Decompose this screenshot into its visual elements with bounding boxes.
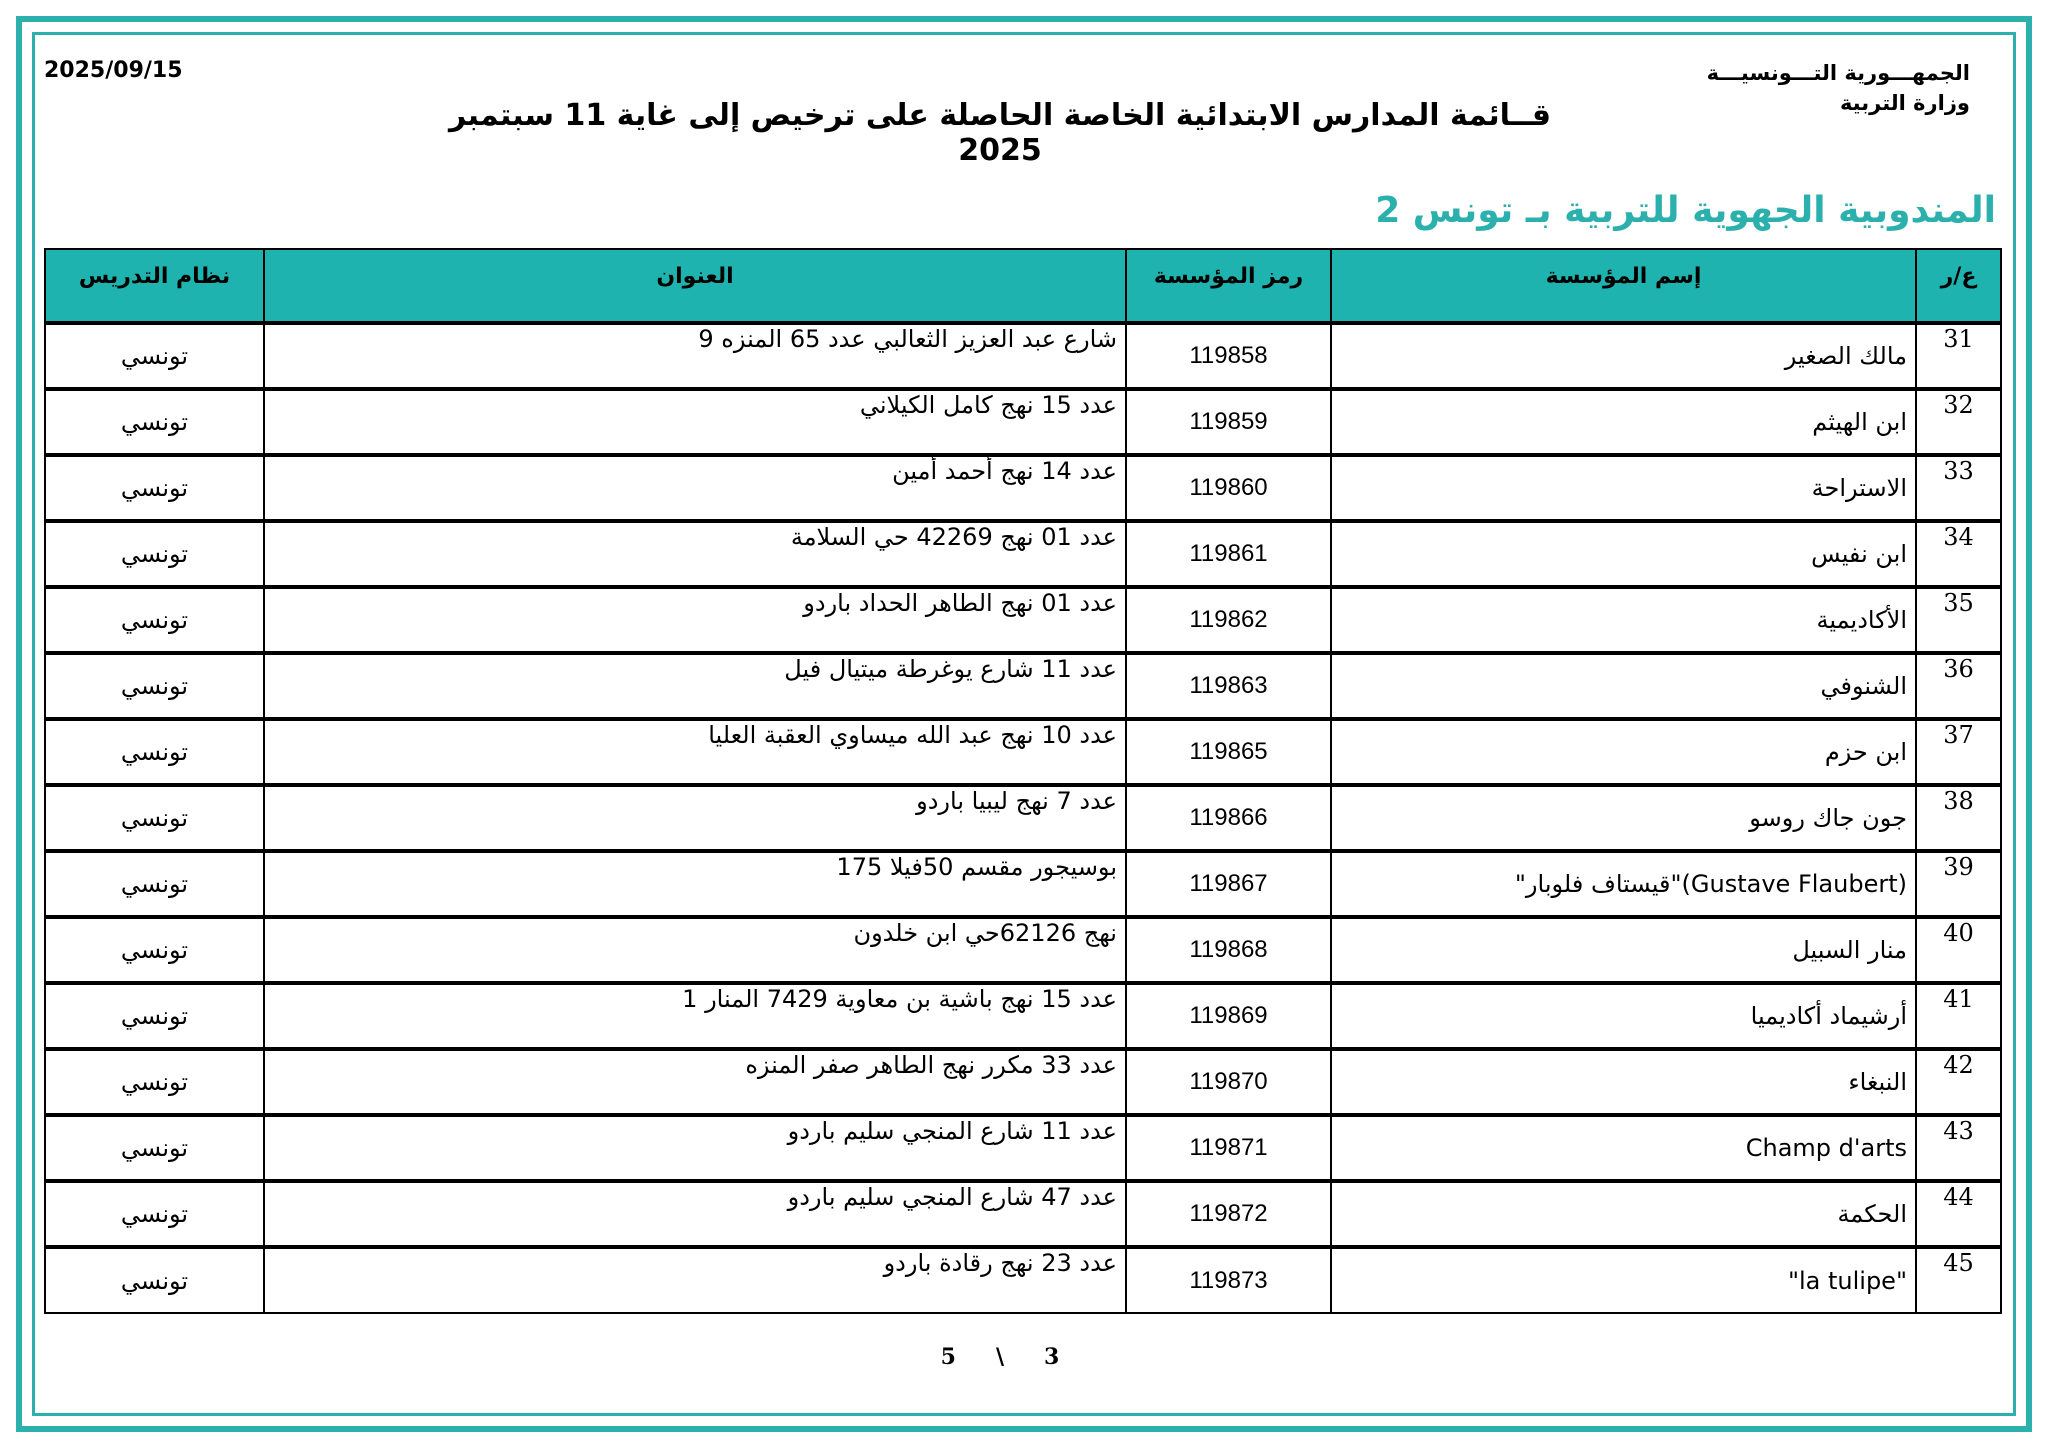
- cell-num: 37: [1916, 719, 2001, 785]
- header-system: نظام التدريس: [45, 249, 264, 323]
- cell-address: بوسيجور مقسم 50فيلا 175: [264, 851, 1126, 917]
- cell-name: الأكاديمية: [1331, 587, 1916, 653]
- table-header-row: [45, 249, 2001, 323]
- page-total: 5: [940, 1344, 956, 1370]
- table-row: [45, 455, 2001, 521]
- table-row: [45, 851, 2001, 917]
- table-row: [45, 521, 2001, 587]
- cell-code: 119858: [1126, 323, 1331, 389]
- table-row: [45, 389, 2001, 455]
- cell-num: 33: [1916, 455, 2001, 521]
- cell-num: 36: [1916, 653, 2001, 719]
- cell-address: عدد 01 نهج الطاهر الحداد باردو: [264, 587, 1126, 653]
- republic-label: الجمهـــورية التـــونسيـــة: [1706, 61, 1970, 85]
- header-address: العنوان: [264, 249, 1126, 323]
- cell-code: 119861: [1126, 521, 1331, 587]
- table-row: [45, 1049, 2001, 1115]
- cell-num: 38: [1916, 785, 2001, 851]
- region-title: المندوبية الجهوية للتربية بـ تونس 2: [1375, 190, 1996, 231]
- cell-system: تونسي: [45, 1115, 264, 1181]
- cell-system: تونسي: [45, 1181, 264, 1247]
- table-row: [45, 917, 2001, 983]
- cell-code: 119868: [1126, 917, 1331, 983]
- cell-code: 119859: [1126, 389, 1331, 455]
- cell-code: 119871: [1126, 1115, 1331, 1181]
- cell-name: الشنوفي: [1331, 653, 1916, 719]
- cell-system: تونسي: [45, 851, 264, 917]
- cell-num: 32: [1916, 389, 2001, 455]
- cell-name: ابن حزم: [1331, 719, 1916, 785]
- cell-address: عدد 11 شارع يوغرطة ميتيال فيل: [264, 653, 1126, 719]
- cell-address: عدد 47 شارع المنجي سليم باردو: [264, 1181, 1126, 1247]
- cell-num: 34: [1916, 521, 2001, 587]
- table-row: [45, 785, 2001, 851]
- cell-num: 31: [1916, 323, 2001, 389]
- table-row: [45, 1247, 2001, 1313]
- cell-num: 39: [1916, 851, 2001, 917]
- cell-num: 43: [1916, 1115, 2001, 1181]
- cell-address: عدد 15 نهج باشية بن معاوية 7429 المنار 1: [264, 983, 1126, 1049]
- cell-system: تونسي: [45, 455, 264, 521]
- cell-address: عدد 15 نهج كامل الكيلاني: [264, 389, 1126, 455]
- document-title: قــائمة المدارس الابتدائية الخاصة الحاصلة على ترخيص إلى غاية 11 سبتمبر 2025: [449, 98, 1551, 168]
- cell-address: نهج 62126حي ابن خلدون: [264, 917, 1126, 983]
- cell-system: تونسي: [45, 389, 264, 455]
- cell-system: تونسي: [45, 917, 264, 983]
- cell-system: تونسي: [45, 1049, 264, 1115]
- table-row: [45, 719, 2001, 785]
- cell-name: "la tulipe": [1331, 1247, 1916, 1313]
- cell-system: تونسي: [45, 653, 264, 719]
- header-num: ع/ر: [1916, 249, 2001, 323]
- header-code: رمز المؤسسة: [1126, 249, 1331, 323]
- document-date: 2025/09/15: [44, 58, 183, 83]
- table-row: [45, 1115, 2001, 1181]
- cell-system: تونسي: [45, 719, 264, 785]
- cell-name: منار السبيل: [1331, 917, 1916, 983]
- cell-name: مالك الصغير: [1331, 323, 1916, 389]
- page-separator: \: [995, 1344, 1005, 1370]
- ministry-label: وزارة التربية: [1839, 91, 1970, 115]
- cell-name: ابن الهيثم: [1331, 389, 1916, 455]
- cell-name: الاستراحة: [1331, 455, 1916, 521]
- cell-code: 119869: [1126, 983, 1331, 1049]
- cell-name: ابن نفيس: [1331, 521, 1916, 587]
- issuer-block: [1570, 58, 1970, 118]
- cell-address: عدد 01 نهج 42269 حي السلامة: [264, 521, 1126, 587]
- cell-name: أرشيماد أكاديميا: [1331, 983, 1916, 1049]
- cell-code: 119867: [1126, 851, 1331, 917]
- cell-system: تونسي: [45, 587, 264, 653]
- cell-address: عدد 11 شارع المنجي سليم باردو: [264, 1115, 1126, 1181]
- table-row: [45, 653, 2001, 719]
- cell-name: النبغاء: [1331, 1049, 1916, 1115]
- cell-address: شارع عبد العزيز الثعالبي عدد 65 المنزه 9: [264, 323, 1126, 389]
- cell-name: (Gustave Flaubert)"قيستاف فلوبار": [1331, 851, 1916, 917]
- cell-num: 42: [1916, 1049, 2001, 1115]
- cell-code: 119866: [1126, 785, 1331, 851]
- table-row: [45, 323, 2001, 389]
- cell-name: Champ d'arts: [1331, 1115, 1916, 1181]
- cell-code: 119862: [1126, 587, 1331, 653]
- cell-system: تونسي: [45, 1247, 264, 1313]
- page-number: [900, 1344, 1100, 1370]
- schools-table: [44, 248, 2002, 1314]
- cell-system: تونسي: [45, 983, 264, 1049]
- cell-name: الحكمة: [1331, 1181, 1916, 1247]
- table-row: [45, 983, 2001, 1049]
- table-body: [45, 323, 2001, 1313]
- cell-code: 119860: [1126, 455, 1331, 521]
- cell-name: جون جاك روسو: [1331, 785, 1916, 851]
- cell-num: 35: [1916, 587, 2001, 653]
- cell-address: عدد 7 نهج ليبيا باردو: [264, 785, 1126, 851]
- cell-address: عدد 33 مكرر نهج الطاهر صفر المنزه: [264, 1049, 1126, 1115]
- cell-num: 40: [1916, 917, 2001, 983]
- cell-system: تونسي: [45, 323, 264, 389]
- cell-num: 44: [1916, 1181, 2001, 1247]
- cell-code: 119870: [1126, 1049, 1331, 1115]
- page-current: 3: [1044, 1344, 1060, 1370]
- table-row: [45, 587, 2001, 653]
- cell-num: 41: [1916, 983, 2001, 1049]
- cell-code: 119873: [1126, 1247, 1331, 1313]
- cell-code: 119865: [1126, 719, 1331, 785]
- table-row: [45, 1181, 2001, 1247]
- cell-num: 45: [1916, 1247, 2001, 1313]
- cell-address: عدد 14 نهج أحمد أمين: [264, 455, 1126, 521]
- cell-address: عدد 23 نهج رقادة باردو: [264, 1247, 1126, 1313]
- cell-address: عدد 10 نهج عبد الله ميساوي العقبة العليا: [264, 719, 1126, 785]
- cell-system: تونسي: [45, 521, 264, 587]
- header-name: إسم المؤسسة: [1331, 249, 1916, 323]
- cell-system: تونسي: [45, 785, 264, 851]
- cell-code: 119872: [1126, 1181, 1331, 1247]
- cell-code: 119863: [1126, 653, 1331, 719]
